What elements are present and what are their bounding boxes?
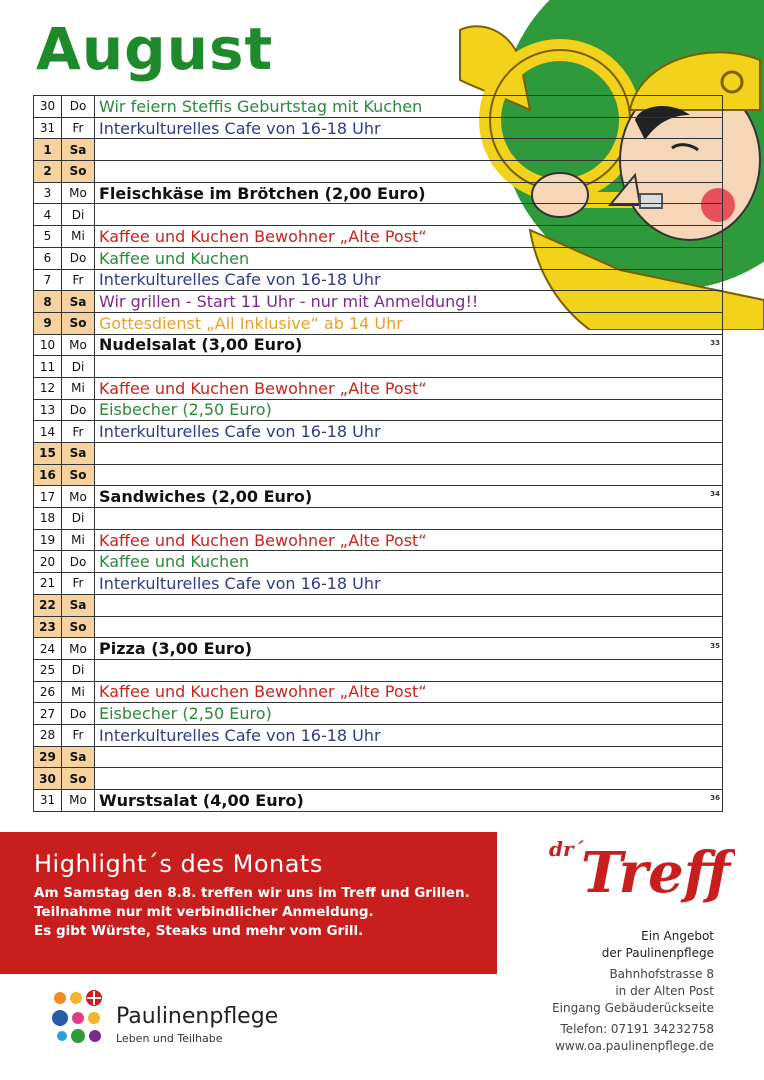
- day-number: 13: [34, 399, 62, 421]
- weekday: Fr: [62, 117, 95, 139]
- calendar-row: [34, 681, 723, 703]
- day-number: 17: [34, 486, 62, 508]
- event-cell: [95, 746, 723, 768]
- weekday: Mi: [62, 226, 95, 248]
- day-number: 24: [34, 638, 62, 660]
- weekday: Fr: [62, 573, 95, 595]
- event-cell: [95, 226, 723, 248]
- day-number: 5: [34, 226, 62, 248]
- event-text: Kaffee und Kuchen: [99, 248, 250, 268]
- weekday: Di: [62, 659, 95, 681]
- address-line-3: Eingang Gebäuderückseite: [552, 1001, 714, 1015]
- event-text: Fleischkäse im Brötchen (2,00 Euro): [99, 183, 426, 203]
- event-cell: [95, 551, 723, 573]
- day-number: 7: [34, 269, 62, 291]
- weekday: Mo: [62, 334, 95, 356]
- calendar-row: [34, 312, 723, 334]
- weekday: So: [62, 161, 95, 183]
- event-cell: [95, 638, 723, 660]
- week-number: 34: [710, 490, 720, 499]
- weekday: Fr: [62, 421, 95, 443]
- day-number: 11: [34, 356, 62, 378]
- weekday: Do: [62, 399, 95, 421]
- weekday: Mo: [62, 638, 95, 660]
- calendar-table: [33, 95, 723, 812]
- calendar-row: [34, 161, 723, 183]
- event-cell: [95, 356, 723, 378]
- day-number: 14: [34, 421, 62, 443]
- calendar-row: [34, 724, 723, 746]
- highlight-line-1: Am Samstag den 8.8. treffen wir uns im Treff und Grillen.: [34, 885, 470, 901]
- day-number: 21: [34, 573, 62, 595]
- day-number: 16: [34, 464, 62, 486]
- day-number: 1: [34, 139, 62, 161]
- calendar-row: [34, 96, 723, 118]
- calendar-row: [34, 226, 723, 248]
- event-cell: [95, 573, 723, 595]
- day-number: 31: [34, 790, 62, 812]
- event-cell: [95, 529, 723, 551]
- event-text: Sandwiches (2,00 Euro): [99, 487, 313, 507]
- calendar-row: [34, 139, 723, 161]
- day-number: 4: [34, 204, 62, 226]
- calendar-row: [34, 594, 723, 616]
- calendar-row: [34, 117, 723, 139]
- offer-line-1: Ein Angebot: [641, 929, 714, 943]
- event-cell: [95, 312, 723, 334]
- highlight-box: [0, 832, 497, 974]
- day-number: 23: [34, 616, 62, 638]
- event-cell: [95, 443, 723, 465]
- event-text: Wir grillen - Start 11 Uhr - nur mit Anmeldung!!: [99, 292, 479, 312]
- offer-line-2: der Paulinenpflege: [601, 946, 714, 960]
- week-number: 35: [710, 642, 720, 651]
- day-number: 12: [34, 377, 62, 399]
- calendar-row: [34, 790, 723, 812]
- day-number: 25: [34, 659, 62, 681]
- event-cell: [95, 421, 723, 443]
- calendar-row: [34, 421, 723, 443]
- event-text: Kaffee und Kuchen Bewohner „Alte Post“: [99, 530, 427, 550]
- event-text: Gottesdienst „All Inklusive“ ab 14 Uhr: [99, 313, 403, 333]
- calendar-row: [34, 247, 723, 269]
- event-cell: [95, 117, 723, 139]
- weekday: Di: [62, 204, 95, 226]
- event-text: Kaffee und Kuchen Bewohner „Alte Post“: [99, 226, 427, 246]
- event-cell: [95, 464, 723, 486]
- event-cell: [95, 790, 723, 812]
- event-cell: [95, 161, 723, 183]
- event-cell: [95, 269, 723, 291]
- event-text: Kaffee und Kuchen Bewohner „Alte Post“: [99, 682, 427, 702]
- day-number: 20: [34, 551, 62, 573]
- event-text: Interkulturelles Cafe von 16-18 Uhr: [99, 422, 381, 442]
- day-number: 30: [34, 96, 62, 118]
- calendar-row: [34, 746, 723, 768]
- highlight-title: Highlight´s des Monats: [34, 850, 323, 878]
- event-cell: [95, 399, 723, 421]
- event-cell: [95, 703, 723, 725]
- event-cell: [95, 334, 723, 356]
- event-cell: [95, 377, 723, 399]
- paulinenpflege-tagline: Leben und Teilhabe: [116, 1032, 223, 1045]
- event-cell: [95, 204, 723, 226]
- day-number: 15: [34, 443, 62, 465]
- event-cell: [95, 508, 723, 530]
- calendar-row: [34, 551, 723, 573]
- event-cell: [95, 724, 723, 746]
- calendar-row: [34, 291, 723, 313]
- event-text: Kaffee und Kuchen: [99, 552, 250, 572]
- weekday: Sa: [62, 139, 95, 161]
- weekday: Sa: [62, 291, 95, 313]
- event-cell: [95, 182, 723, 204]
- event-cell: [95, 616, 723, 638]
- day-number: 27: [34, 703, 62, 725]
- day-number: 26: [34, 681, 62, 703]
- day-number: 22: [34, 594, 62, 616]
- weekday: Fr: [62, 269, 95, 291]
- month-title: August: [36, 15, 274, 83]
- weekday: Sa: [62, 746, 95, 768]
- address-line-2: in der Alten Post: [615, 984, 714, 998]
- event-text: Kaffee und Kuchen Bewohner „Alte Post“: [99, 378, 427, 398]
- event-cell: [95, 594, 723, 616]
- event-text: Interkulturelles Cafe von 16-18 Uhr: [99, 573, 381, 593]
- calendar-row: [34, 377, 723, 399]
- weekday: Mi: [62, 529, 95, 551]
- event-text: Eisbecher (2,50 Euro): [99, 400, 272, 420]
- weekday: Sa: [62, 594, 95, 616]
- day-number: 29: [34, 746, 62, 768]
- day-number: 8: [34, 291, 62, 313]
- event-cell: [95, 486, 723, 508]
- day-number: 19: [34, 529, 62, 551]
- weekday: Do: [62, 551, 95, 573]
- highlight-line-2: Teilnahme nur mit verbindlicher Anmeldung.: [34, 904, 374, 920]
- event-text: Pizza (3,00 Euro): [99, 639, 253, 659]
- weekday: So: [62, 312, 95, 334]
- day-number: 2: [34, 161, 62, 183]
- weekday: Mo: [62, 790, 95, 812]
- calendar-row: [34, 768, 723, 790]
- calendar-row: [34, 573, 723, 595]
- address-line-1: Bahnhofstrasse 8: [609, 967, 714, 981]
- weekday: Di: [62, 356, 95, 378]
- event-cell: [95, 139, 723, 161]
- calendar-row: [34, 269, 723, 291]
- weekday: Mi: [62, 681, 95, 703]
- day-number: 18: [34, 508, 62, 530]
- calendar-row: [34, 638, 723, 660]
- calendar-row: [34, 443, 723, 465]
- phone-number: Telefon: 07191 34232758: [560, 1022, 714, 1036]
- weekday: So: [62, 464, 95, 486]
- weekday: Fr: [62, 724, 95, 746]
- event-text: Interkulturelles Cafe von 16-18 Uhr: [99, 270, 381, 290]
- calendar-row: [34, 334, 723, 356]
- day-number: 31: [34, 117, 62, 139]
- calendar-row: [34, 508, 723, 530]
- weekday: Do: [62, 247, 95, 269]
- event-cell: [95, 96, 723, 118]
- calendar-row: [34, 703, 723, 725]
- calendar-row: [34, 464, 723, 486]
- calendar-row: [34, 486, 723, 508]
- day-number: 10: [34, 334, 62, 356]
- weekday: Sa: [62, 443, 95, 465]
- calendar-row: [34, 204, 723, 226]
- dr-treff-logo: [545, 830, 735, 920]
- weekday: Do: [62, 703, 95, 725]
- weekday: Do: [62, 96, 95, 118]
- event-text: Interkulturelles Cafe von 16-18 Uhr: [99, 118, 381, 138]
- weekday: Mo: [62, 486, 95, 508]
- highlight-line-3: Es gibt Würste, Steaks und mehr vom Grill.: [34, 923, 364, 939]
- week-number: 36: [710, 794, 720, 802]
- calendar-row: [34, 529, 723, 551]
- day-number: 9: [34, 312, 62, 334]
- event-cell: [95, 291, 723, 313]
- day-number: 3: [34, 182, 62, 204]
- paulinenpflege-name: Paulinenpflege: [116, 1004, 279, 1029]
- week-number: 33: [710, 338, 720, 347]
- day-number: 6: [34, 247, 62, 269]
- calendar-row: [34, 399, 723, 421]
- event-text: Wurstsalat (4,00 Euro): [99, 790, 304, 810]
- day-number: 28: [34, 724, 62, 746]
- weekday: Di: [62, 508, 95, 530]
- calendar-row: [34, 616, 723, 638]
- treff-logo-prefix: dr´: [549, 837, 584, 861]
- day-number: 30: [34, 768, 62, 790]
- website-link[interactable]: www.oa.paulinenpflege.de: [555, 1039, 714, 1053]
- event-text: Wir feiern Steffis Geburtstag mit Kuchen: [99, 96, 423, 116]
- weekday: So: [62, 616, 95, 638]
- weekday: So: [62, 768, 95, 790]
- event-cell: [95, 681, 723, 703]
- calendar-row: [34, 182, 723, 204]
- event-text: Interkulturelles Cafe von 16-18 Uhr: [99, 725, 381, 745]
- weekday: Mo: [62, 182, 95, 204]
- weekday: Mi: [62, 377, 95, 399]
- event-cell: [95, 659, 723, 681]
- calendar-row: [34, 356, 723, 378]
- event-text: Eisbecher (2,50 Euro): [99, 704, 272, 724]
- calendar-row: [34, 659, 723, 681]
- treff-logo-name: Treff: [581, 840, 731, 906]
- event-text: Nudelsalat (3,00 Euro): [99, 335, 303, 355]
- event-cell: [95, 247, 723, 269]
- event-cell: [95, 768, 723, 790]
